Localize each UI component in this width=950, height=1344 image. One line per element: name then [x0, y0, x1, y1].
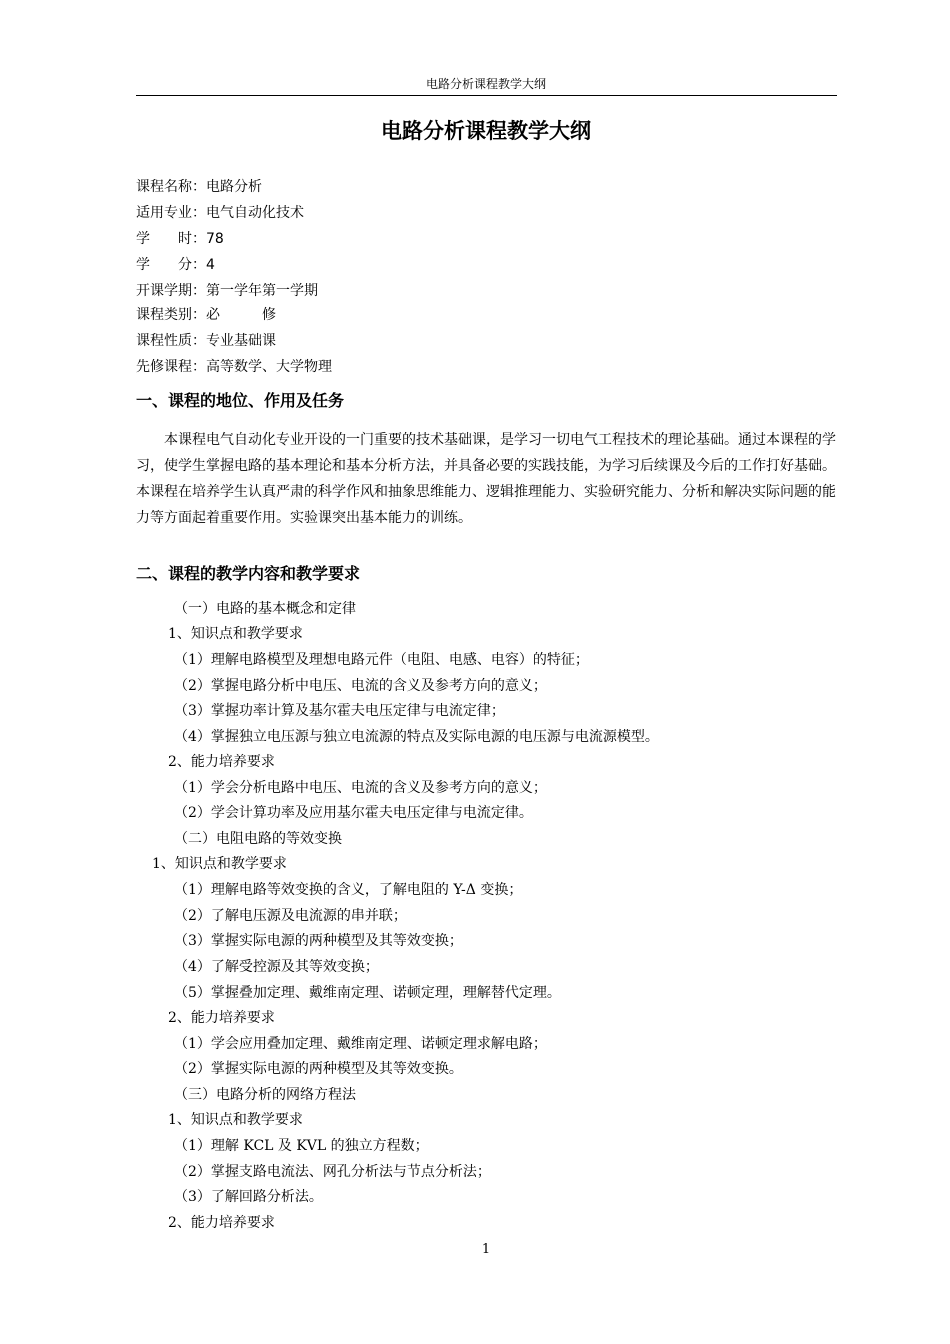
list-item: （4）掌握独立电压源与独立电流源的特点及实际电源的电压源与电流源模型。	[174, 729, 659, 745]
list-heading: 1、知识点和教学要求	[168, 1112, 303, 1128]
list-heading: 2、能力培养要求	[168, 1215, 275, 1231]
meta-value: 78	[206, 231, 224, 247]
document-title: 电路分析课程教学大纲	[381, 119, 591, 143]
list-heading: 1、知识点和教学要求	[152, 856, 287, 872]
list-heading: 1、知识点和教学要求	[168, 626, 303, 642]
meta-nature	[136, 331, 276, 351]
meta-credits	[136, 255, 215, 275]
meta-semester	[136, 281, 318, 301]
meta-key: 先修课程：	[136, 359, 206, 375]
meta-key: 课程类别：	[136, 307, 206, 323]
meta-prerequisites	[136, 357, 332, 377]
meta-major	[136, 203, 304, 223]
list-item: （2）掌握电路分析中电压、电流的含义及参考方向的意义；	[174, 678, 547, 694]
subsection-heading: （三）电路分析的网络方程法	[174, 1087, 356, 1103]
list-item: （1）理解电路模型及理想电路元件（电阻、电感、电容）的特征；	[174, 652, 589, 668]
meta-value: 电气自动化技术	[206, 205, 304, 221]
list-item: （3）掌握实际电源的两种模型及其等效变换；	[174, 933, 463, 949]
meta-key: 课程性质：	[136, 333, 206, 349]
meta-category	[136, 305, 276, 325]
meta-value: 高等数学、大学物理	[206, 359, 332, 375]
section-heading-2: 二、课程的教学内容和教学要求	[136, 564, 361, 583]
subsection-heading: （一）电路的基本概念和定律	[174, 601, 356, 617]
list-item: （2）学会计算功率及应用基尔霍夫电压定律与电流定律。	[174, 805, 533, 821]
meta-value: 专业基础课	[206, 333, 276, 349]
header-rule	[136, 95, 837, 96]
list-item: （5）掌握叠加定理、戴维南定理、诺顿定理，理解替代定理。	[174, 985, 561, 1001]
meta-value: 第一学年第一学期	[206, 283, 318, 299]
meta-hours	[136, 229, 224, 249]
meta-key: 学 时：	[136, 231, 206, 247]
meta-key: 开课学期：	[136, 283, 206, 299]
running-header: 电路分析课程教学大纲	[425, 77, 546, 91]
section-1-paragraph: 本课程电气自动化专业开设的一门重要的技术基础课，是学习一切电气工程技术的理论基础。通过本课程的学习，使学生掌握电路的基本理论和基本分析方法，并具备必要的实践技能，为学习后续课及今后的工作打好基础。本课程在培养学生认真严肃的科学作风和抽象思维能力、逻辑推理能力、实验研究能力、分析和解决实际问题的能力等方面起着重要作用。实验课突出基本能力的训练。	[136, 432, 836, 526]
list-item: （1）学会应用叠加定理、戴维南定理、诺顿定理求解电路；	[174, 1036, 547, 1052]
meta-key: 学 分：	[136, 257, 206, 273]
meta-value: 必 修	[206, 307, 276, 323]
meta-course-name	[136, 177, 262, 197]
section-heading-1: 一、课程的地位、作用及任务	[136, 391, 345, 410]
list-heading: 2、能力培养要求	[168, 754, 275, 770]
meta-value: 电路分析	[206, 179, 262, 195]
list-item: （1）理解电路等效变换的含义，了解电阻的 Y-Δ 变换；	[174, 882, 523, 898]
page-number: 1	[481, 1242, 491, 1257]
list-item: （4）了解受控源及其等效变换；	[174, 959, 379, 975]
list-item: （2）掌握实际电源的两种模型及其等效变换。	[174, 1061, 463, 1077]
list-item: （3）掌握功率计算及基尔霍夫电压定律与电流定律；	[174, 703, 505, 719]
meta-key: 适用专业：	[136, 205, 206, 221]
list-item: （2）了解电压源及电流源的串并联；	[174, 908, 407, 924]
subsection-heading: （二）电阻电路的等效变换	[174, 831, 342, 847]
list-item: （1）学会分析电路中电压、电流的含义及参考方向的意义；	[174, 780, 547, 796]
list-heading: 2、能力培养要求	[168, 1010, 275, 1026]
list-item: （1）理解 KCL 及 KVL 的独立方程数；	[174, 1138, 429, 1154]
meta-key: 课程名称：	[136, 179, 206, 195]
meta-value: 4	[206, 257, 215, 273]
list-item: （3）了解回路分析法。	[174, 1189, 323, 1205]
list-item: （2）掌握支路电流法、网孔分析法与节点分析法；	[174, 1164, 491, 1180]
